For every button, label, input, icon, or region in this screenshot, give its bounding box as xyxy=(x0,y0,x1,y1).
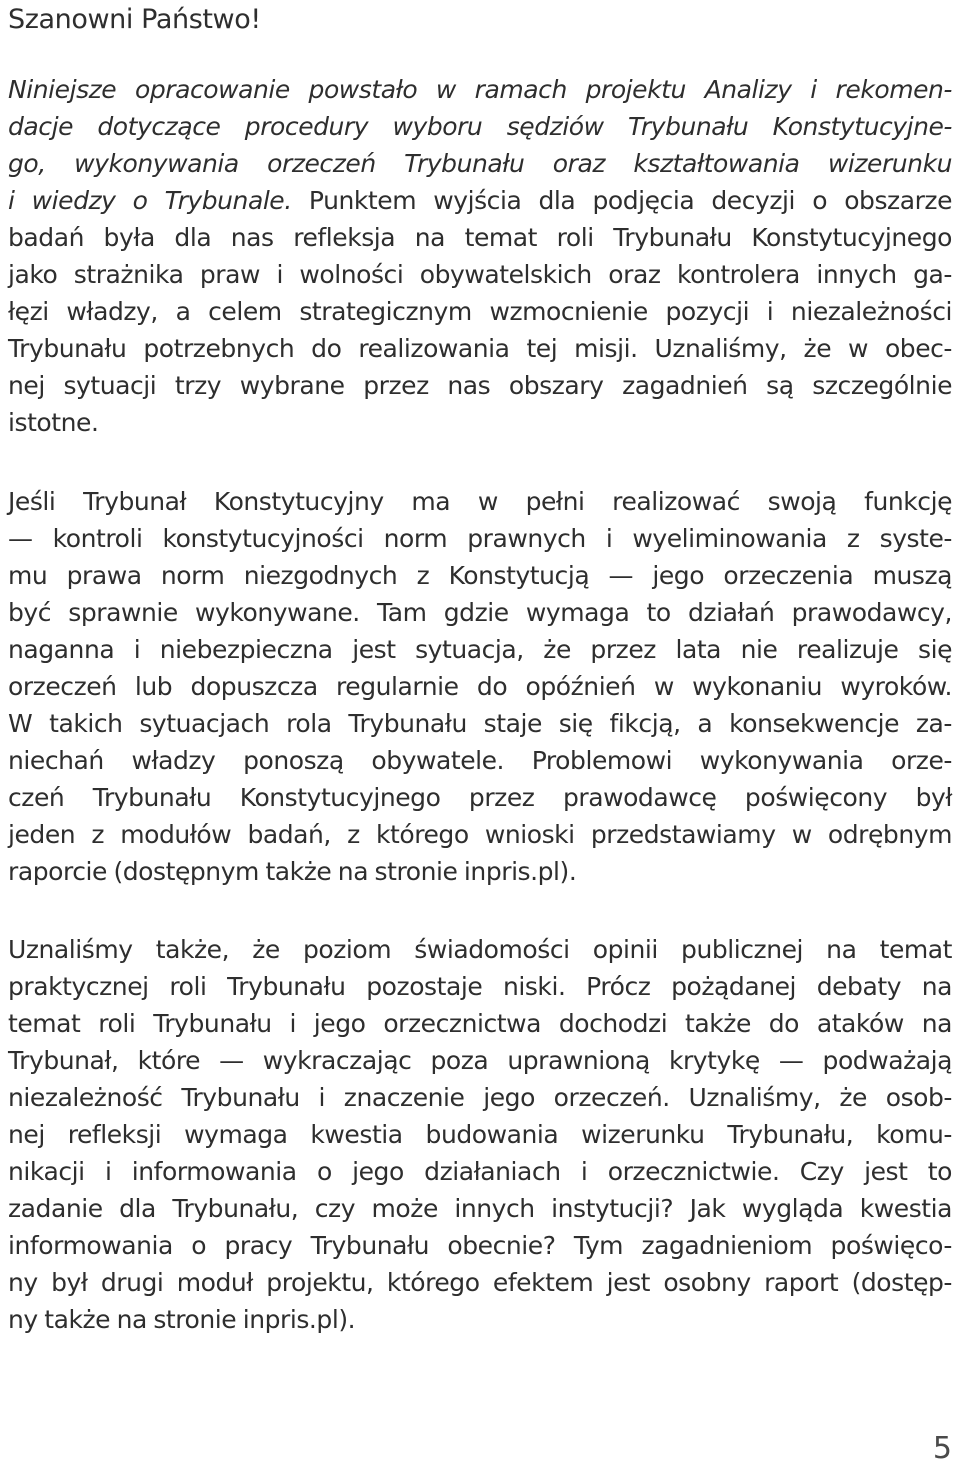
text-line: praktycznej roli Trybunału pozostaje niski. Prócz pożądanej debaty na xyxy=(8,972,952,1001)
text-line: czeń Trybunału Konstytucyjnego przez prawodawcę poświęcony był xyxy=(8,783,952,812)
document-page xyxy=(8,0,953,1334)
text-line: naganna i niebezpieczna jest sytuacja, że przez lata nie realizuje się xyxy=(8,635,952,664)
paragraph-2 xyxy=(8,483,952,890)
text-line: ny także na stronie inpris.pl). xyxy=(8,1305,356,1334)
text-line: Niniejsze opracowanie powstało w ramach projektu Analizy i rekomen- xyxy=(8,75,952,104)
text-line: — kontroli konstytucyjności norm prawnych i wyeliminowania z syste- xyxy=(8,524,952,553)
paragraph-1 xyxy=(8,71,952,441)
text-line: nej refleksji wymaga kwestia budowania wizerunku Trybunału, komu- xyxy=(8,1120,952,1149)
page-number: 5 xyxy=(932,1431,952,1466)
paragraph-3 xyxy=(8,931,952,1338)
text-line: nej sytuacji trzy wybrane przez nas obszary zagadnień są szczególnie xyxy=(8,371,952,400)
text-line: i wiedzy o Trybunale. Punktem wyjścia dla podjęcia decyzji o obszarze xyxy=(8,186,953,215)
text-line: niezależność Trybunału i znaczenie jego orzeczeń. Uznaliśmy, że osob- xyxy=(8,1083,952,1112)
text-line: Jeśli Trybunał Konstytucyjny ma w pełni realizować swoją funkcję xyxy=(8,487,952,516)
text-line: W takich sytuacjach rola Trybunału staje się fikcją, a konsekwencje za- xyxy=(8,709,952,738)
text-line: jako strażnika praw i wolności obywatelskich oraz kontrolera innych ga- xyxy=(8,260,952,289)
text-line: mu prawa norm niezgodnych z Konstytucją — jego orzeczenia muszą xyxy=(8,561,952,590)
text-line: Trybunału potrzebnych do realizowania tej misji. Uznaliśmy, że w obec- xyxy=(8,334,952,363)
text-line: zadanie dla Trybunału, czy może innych instytucji? Jak wygląda kwestia xyxy=(8,1194,952,1223)
text-line: dacje dotyczące procedury wyboru sędziów Trybunału Konstytucyjne- xyxy=(8,112,952,141)
text-line: orzeczeń lub dopuszcza regularnie do opóźnień w wykonaniu wyroków. xyxy=(8,672,952,701)
text-line: informowania o pracy Trybunału obecnie? Tym zagadnieniom poświęco- xyxy=(8,1231,952,1260)
greeting: Szanowni Państwo! xyxy=(8,4,261,35)
text-line: być sprawnie wykonywane. Tam gdzie wymaga to działań prawodawcy, xyxy=(8,598,952,627)
text-line: go, wykonywania orzeczeń Trybunału oraz kształtowania wizerunku xyxy=(8,149,952,178)
text-line: nikacji i informowania o jego działaniach i orzecznictwie. Czy jest to xyxy=(8,1157,952,1186)
text-line: ny był drugi moduł projektu, którego efektem jest osobny raport (dostęp- xyxy=(8,1268,952,1297)
text-line: jeden z modułów badań, z którego wnioski przedstawiamy w odrębnym xyxy=(8,820,952,849)
text-line: badań była dla nas refleksja na temat roli Trybunału Konstytucyjnego xyxy=(8,223,952,252)
text-line: Uznaliśmy także, że poziom świadomości opinii publicznej na temat xyxy=(8,935,952,964)
text-line: Trybunał, które — wykraczając poza uprawnioną krytykę — podważają xyxy=(8,1046,952,1075)
text-line: łęzi władzy, a celem strategicznym wzmocnienie pozycji i niezależności xyxy=(8,297,952,326)
text-line: istotne. xyxy=(8,408,99,437)
text-line: raporcie (dostępnym także na stronie inpris.pl). xyxy=(8,857,577,886)
text-line: niechań władzy ponoszą obywatele. Problemowi wykonywania orze- xyxy=(8,746,952,775)
text-line: temat roli Trybunału i jego orzecznictwa dochodzi także do ataków na xyxy=(8,1009,952,1038)
